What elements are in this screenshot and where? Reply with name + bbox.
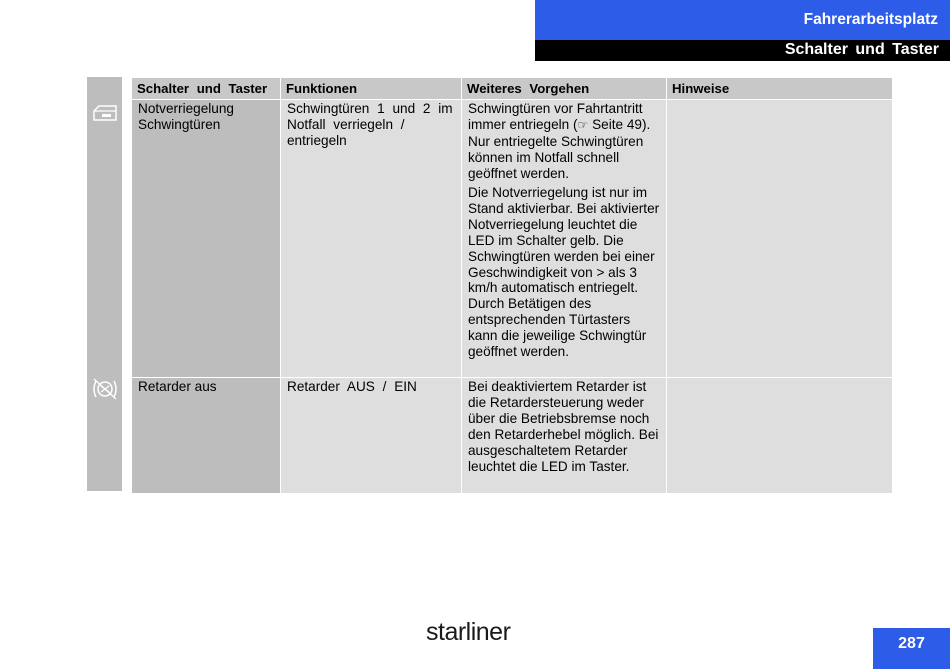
function-cell: Schwingtüren 1 und 2 im Notfall verriegeln / entriegeln <box>281 100 462 378</box>
section-header-bar <box>535 40 950 61</box>
notes-cell <box>667 100 893 378</box>
procedure-cell <box>462 100 667 378</box>
switch-name-line2: Schwingtüren <box>138 116 221 132</box>
brand-logo: starliner <box>426 618 511 646</box>
switch-name-cell: Retarder aus <box>132 378 281 494</box>
column-header-functions: Funktionen <box>281 78 462 100</box>
table-row <box>132 100 893 378</box>
page-number: 287 <box>898 635 925 652</box>
switch-name-line1: Notverriegelung <box>138 101 234 116</box>
switch-name-cell <box>132 100 281 378</box>
page-number-box <box>873 628 950 669</box>
section-title: Schalter und Taster <box>784 41 939 58</box>
notes-cell <box>667 378 893 494</box>
hand-pointer-icon: ☞ <box>577 117 589 132</box>
column-header-procedure: Weiteres Vorgehen <box>462 78 667 100</box>
procedure-cell: Bei deaktiviertem Retarder ist die Retardersteuerung weder über die Betriebsbremse noch den Retarderhebel möglich. Bei ausgeschaltetem Retarder leuchtet die LED im Taster. <box>462 378 667 494</box>
function-cell: Retarder AUS / EIN <box>281 378 462 494</box>
table-row <box>132 378 893 494</box>
icon-column <box>87 77 122 491</box>
table-header-row <box>132 78 893 100</box>
column-header-switch: Schalter und Taster <box>132 78 281 100</box>
column-header-notes: Hinweise <box>667 78 893 100</box>
switch-table <box>131 77 893 494</box>
procedure-paragraph-2: Die Notverriegelung ist nur im Stand aktivierbar. Bei aktivierter Notverriegelung leuchtet die LED im Schalter gelb. Die Schwingtüren werden bei einer Geschwindigkeit von > als 3 km/h automatisch entriegelt. Durch Betätigen des entsprechenden Türtasters kann die jeweilige Schwingtür geöffnet werden. <box>468 184 660 360</box>
chapter-title: Fahrerarbeitsplatz <box>803 11 938 28</box>
procedure-text-ref: Seite 49). Nur entriegelte Schwingtüren können im Notfall schnell geöffnet werden. <box>468 116 651 181</box>
procedure-text-a: Schwingtüren vor Fahrtantritt immer entriegeln ( <box>468 101 643 132</box>
door-lock-icon <box>91 101 119 125</box>
retarder-off-icon <box>91 377 119 401</box>
chapter-header-bar <box>535 0 950 40</box>
